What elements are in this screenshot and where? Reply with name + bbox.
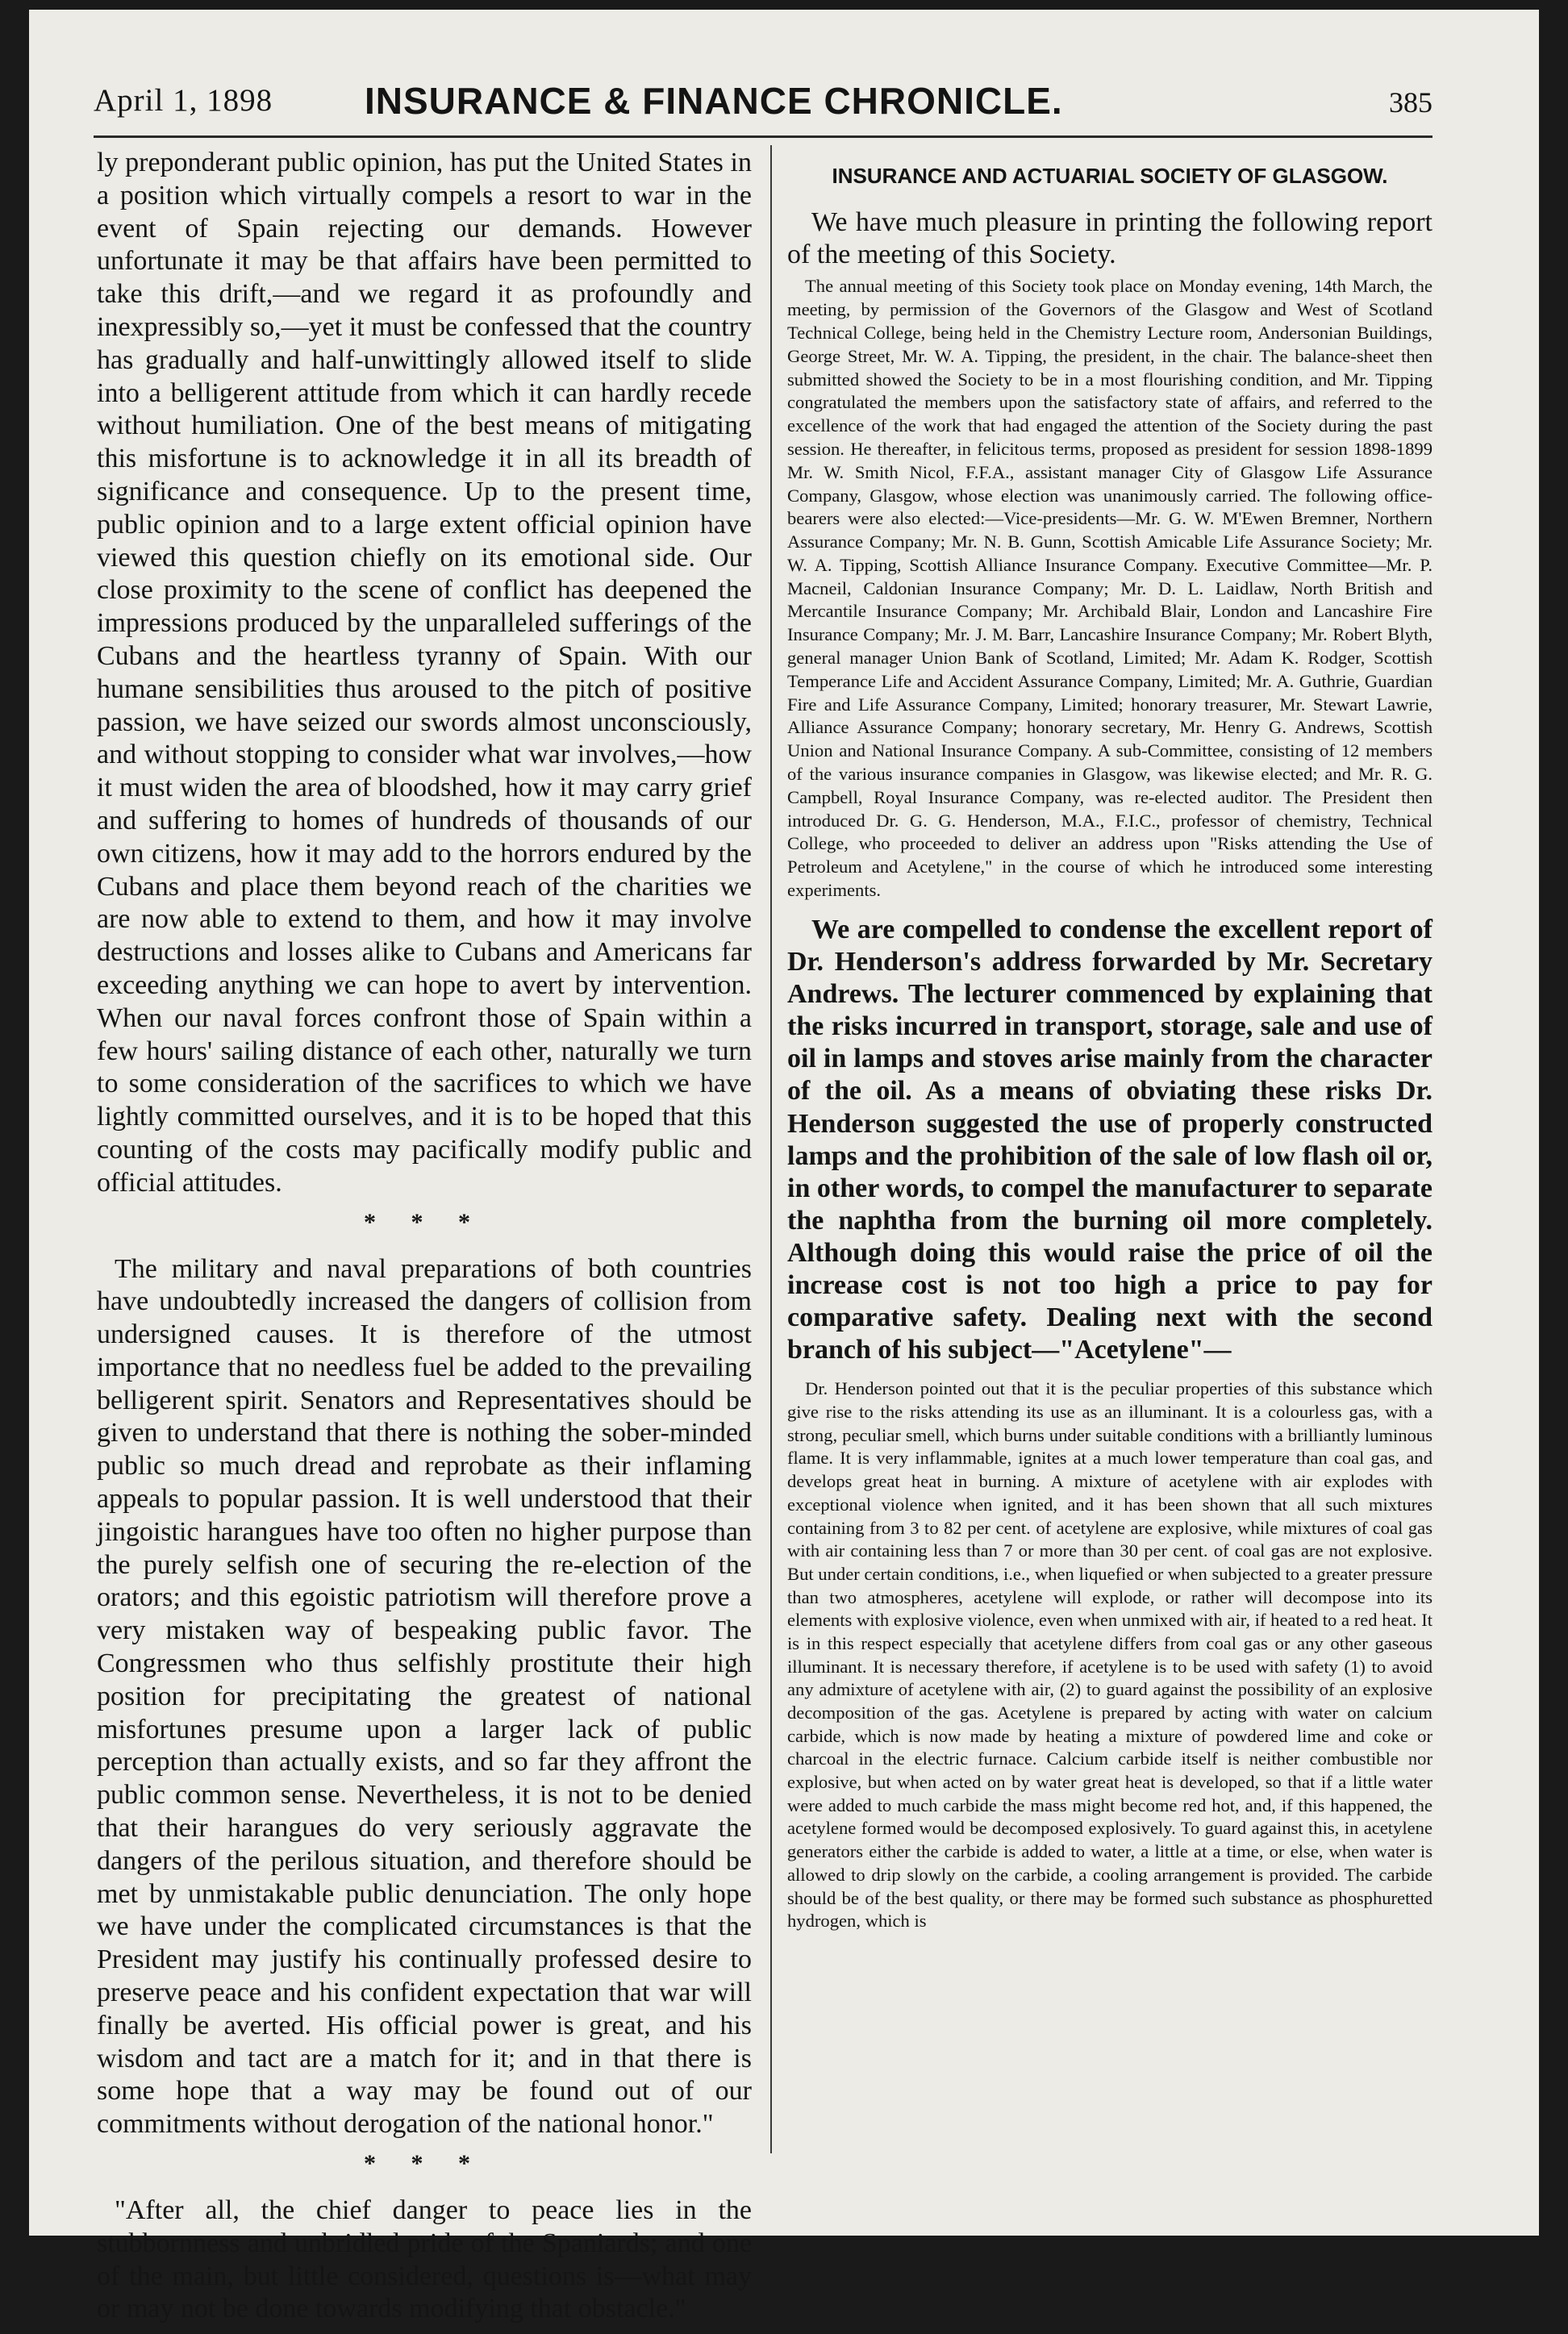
article-intro: We have much pleasure in printing the following report of the meeting of this Society.: [787, 206, 1432, 269]
right-column: [787, 163, 1432, 1941]
page-header: [94, 76, 1432, 126]
left-column: [97, 147, 752, 2334]
editorial-paragraph: "After all, the chief danger to peace lies in the stubbornness and unbridled pride of the Spaniards; and one of the main, but little considered, questions is—what may or may not be done towards modifying that obstacle.": [97, 2195, 752, 2324]
acetylene-paragraph: Dr. Henderson pointed out that it is the peculiar properties of this substance which give rise to the risks attending its use as an illuminant. It is a colourless gas, with a strong, peculiar smell, which burns under suitable conditions with a brilliantly luminous flame. It is very inflammable, ignites at a much lower temperature than coal gas, and develops great heat in burning. A mixture of acetylene with air explodes with exceptional violence when ignited, and it has been shown that all such mixtures containing from 3 to 82 per cent. of acetylene are explosive, while mixtures of coal gas with air containing less than 7 or more than 30 per cent. of coal gas are not explosive. But under certain conditions, i.e., when liquefied or when subjected to a greater pressure than two atmospheres, acetylene will explode, or rather will decompose into its elements with explosive violence, even when unmixed with air, if heated to a red heat. It is in this respect especially that acetylene differs from coal gas or any other gaseous illuminant. It is necessary therefore, if acetylene is to be used with safety (1) to avoid any admixture of acetylene with air, (2) to guard against the possibility of an explosive decomposition of the gas. Acetylene is prepared by acting with water on calcium carbide, which is now made by heating a mixture of powdered lime and coke or charcoal in the electric furnace. Calcium carbide itself is neither combustible nor explosive, but when acted on by water great heat is developed, so that if a little water were added to much carbide the mass might become red hot, and, if this happened, the acetylene formed would be decomposed explosively. To guard against this, in acetylene generators either the carbide is added to water, a little at a time, or else, when water is allowed to drip slowly on the carbide, a cooling arrangement is provided. The carbide should be of the best quality, or there may be formed such substance as phosphuretted hydrogen, which is: [787, 1378, 1432, 1932]
article-heading: INSURANCE AND ACTUARIAL SOCIETY OF GLASGOW.: [832, 164, 1388, 188]
page-number: 385: [1389, 86, 1432, 119]
section-break: * * *: [364, 2150, 485, 2178]
editorial-paragraph: The military and naval preparations of both countries have undoubtedly increased the dangers of collision from undersigned causes. It is therefore of the utmost importance that no needless fuel be added to the prevailing belligerent spirit. Senators and Representatives should be given to understand that there is nothing the sober-minded public so much dread and reprobate as their inflaming appeals to popular passion. It is well understood that their jingoistic harangues have too often no higher purpose than the purely selfish one of securing the re-election of the orators; and this egoistic patriotism will therefore prove a very mistaken way of bespeaking public favor. The Congressmen who thus selfishly prostitute their high position for precipitating the greatest of national misfortunes presume upon a larger lack of public perception than actually exists, and so far they affront the public common sense. Nevertheless, it is not to be denied that their harangues do very seriously aggravate the dangers of the perilous situation, and therefore should be met by unmistakable public denunciation. The only hope we have under the complicated circumstances is that the President may justify his continually professed desire to preserve peace and his confident expectation that war will finally be averted. His official power is great, and his wisdom and tact are a match for it; and in that there is some hope that a way may be found out of our commitments without derogation of the national honor.": [97, 1253, 752, 2140]
meeting-report: The annual meeting of this Society took place on Monday evening, 14th March, the meeting, by permission of the Governors of the Glasgow and West of Scotland Technical College, being held in the Chemistry Lecture room, Andersonian Buildings, George Street, Mr. W. A. Tipping, the president, in the chair. The balance-sheet then submitted showed the Society to be in a most flourishing condition, and Mr. Tipping congratulated the members upon the satisfactory state of affairs, and referred to the excellence of the work that had engaged the attention of the Society during the past session. He thereafter, in felicitous terms, proposed as president for session 1898-1899 Mr. W. Smith Nicol, F.F.A., assistant manager City of Glasgow Life Assurance Company, Glasgow, whose election was unanimously carried. The following office-bearers were also elected:—Vice-presidents—Mr. G. W. M'Ewen Bremner, Northern Assurance Company; Mr. N. B. Gunn, Scottish Amicable Life Assurance Society; Mr. W. A. Tipping, Scottish Alliance Insurance Company. Executive Committee—Mr. P. Macneil, Caldonian Insurance Company; Mr. D. L. Laidlaw, North British and Mercantile Insurance Company; Mr. Archibald Blair, London and Lancashire Fire Insurance Company; Mr. J. M. Barr, Lancashire Insurance Company; Mr. Robert Blyth, general manager Union Bank of Scotland, Limited; Mr. Adam K. Rodger, Scottish Temperance Life and Accident Assurance Company, Limited; Mr. A. Guthrie, Guardian Fire and Life Assurance Company, Limited; honorary treasurer, Mr. Stewart Lawrie, Alliance Assurance Company; honorary secretary, Mr. Henry G. Andrews, Scottish Union and National Insurance Company. A sub-Committee, consisting of 12 members of the various insurance companies in Glasgow, was likewise elected; and Mr. R. G. Campbell, Royal Insurance Company, was re-elected auditor. The President then introduced Dr. G. G. Henderson, M.A., F.I.C., professor of chemistry, Technical College, who proceeded to deliver an address upon "Risks attending the Use of Petroleum and Acetylene," in the course of which he introduced some interesting experiments.: [787, 276, 1432, 901]
newspaper-page: [29, 10, 1539, 2324]
header-rule: [94, 135, 1432, 138]
section-break: * * *: [364, 1208, 485, 1236]
editorial-paragraph: ly preponderant public opinion, has put the United States in a position which virtually compels a resort to war in the event of Spain rejecting our demands. However unfortunate it may be that affairs have been permitted to take this drift,—and we regard it as profoundly and inexpressibly so,—yet it must be confessed that the country has gradually and half-unwittingly allowed itself to slide into a belligerent attitude from which it can hardly recede without humiliation. One of the best means of mitigating this misfortune is to acknowledge it in all its breadth of significance and consequence. Up to the present time, public opinion and to a large extent official opinion have viewed this question chiefly on its emotional side. Our close proximity to the scene of conflict has deepened the impressions produced by the unparalleled sufferings of the Cubans and the heartless tyranny of Spain. With our humane sensibilities thus aroused to the pitch of positive passion, we have seized our swords almost unconsciously, and without stopping to consider what war involves,—how it must widen the area of bloodshed, how it may carry grief and suffering to homes of hundreds of thousands of our own citizens, how it may add to the horrors endured by the Cubans and place them beyond reach of the charities we are now able to extend to them, and how it may involve destructions and losses alike to Cubans and Americans far exceeding anything we can hope to avert by intervention. When our naval forces confront those of Spain within a few hours' sailing distance of each other, naturally we turn to some consideration of the sacrifices to which we have lightly committed ourselves, and it is to be hoped that this counting of the costs may pacifically modify public and official attitudes.: [97, 148, 752, 1198]
publication-title: INSURANCE & FINANCE CHRONICLE.: [365, 80, 1063, 122]
address-summary: We are compelled to condense the excellent report of Dr. Henderson's address forwarded by Mr. Secretary Andrews. The lecturer commenced by explaining that the risks incurred in transport, storage, sale and use of oil in lamps and stoves arise mainly from the character of the oil. As a means of obviating these risks Dr. Henderson suggested the use of properly constructed lamps and the prohibition of the sale of low flash oil or, in other words, to compel the manufacturer to separate the naphtha from the burning oil more completely. Although doing this would raise the price of oil the increase cost is not too high a price to pay for comparative safety. Dealing next with the second branch of his subject—"Acetylene"—: [787, 914, 1432, 1365]
issue-date: April 1, 1898: [94, 83, 273, 118]
column-divider: [770, 145, 772, 2153]
